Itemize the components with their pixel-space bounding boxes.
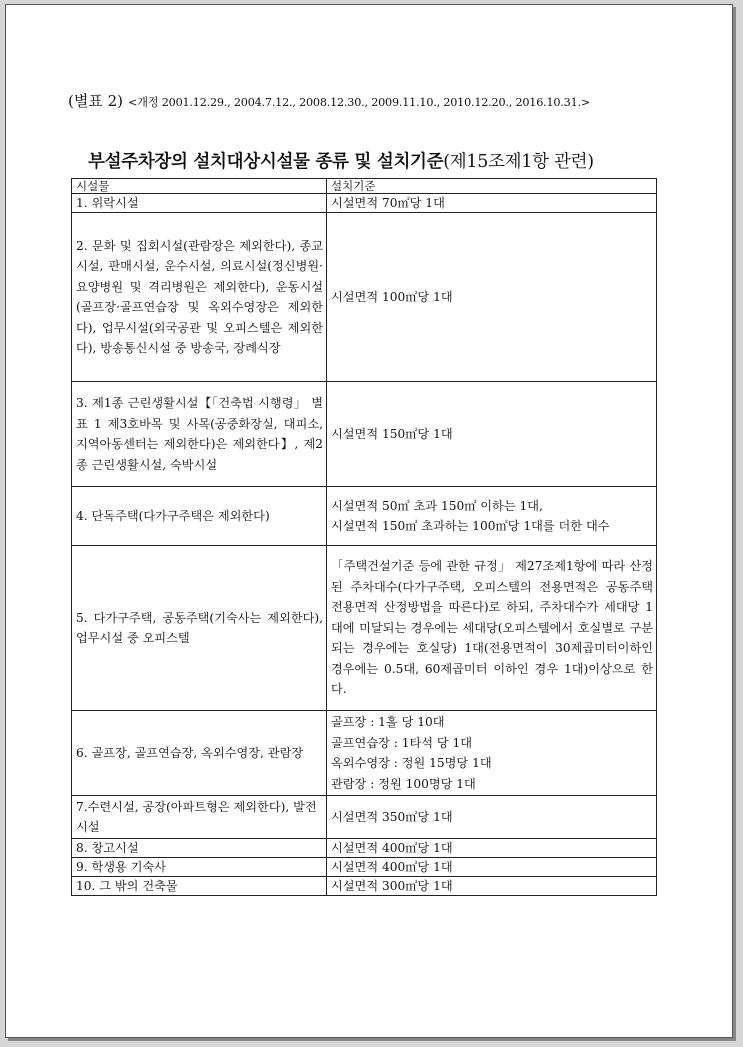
table-row	[72, 796, 657, 839]
table-row	[72, 487, 657, 546]
annex-label: (별표 2)	[68, 92, 123, 110]
facility-cell: 5. 다가구주택, 공동주택(기숙사는 제외한다), 업무시설 중 오피스텔	[72, 546, 327, 711]
table-row	[72, 546, 657, 711]
facility-cell: 1. 위락시설	[72, 194, 327, 213]
table-row	[72, 858, 657, 877]
standard-line: 시설면적 150㎡ 초과하는 100㎡당 1대를 더한 대수	[331, 519, 610, 533]
title-main: 부설주차장의 설치대상시설물 종류 및 설치기준	[88, 152, 444, 172]
standard-line: 골프장 : 1홀 당 10대	[331, 715, 445, 729]
standard-cell: 시설면적 400㎡당 1대	[327, 839, 657, 858]
standard-cell: 「주택건설기준 등에 관한 규정」 제27조제1항에 따라 산정된 주차대수(다가구주택, 오피스텔의 전용면적은 공동주택 전용면적 산정방법을 따른다)로 하되, 주차대수가 세대당 1대에 미달되는 경우에는 세대당(오피스텔에서 호실별로 구분되는 경우에는 호실당) 1대(전용면적이 30제곱미터이하인 경우에는 0.5대, 60제곱미터 이하인 경우 1대)이상으로 한다.	[327, 546, 657, 711]
header-facility: 시설물	[72, 179, 327, 194]
table-row	[72, 877, 657, 896]
standard-line: 시설면적 50㎡ 초과 150㎡ 이하는 1대,	[331, 498, 543, 513]
facility-cell: 6. 골프장, 골프연습장, 옥외수영장, 관람장	[72, 711, 327, 796]
facility-cell: 9. 학생용 기숙사	[72, 858, 327, 877]
standard-cell	[327, 487, 657, 546]
facility-cell: 2. 문화 및 집회시설(관람장은 제외한다), 종교시설, 판매시설, 운수시설, 의료시설(정신병원·요양병원 및 격리병원은 제외한다), 운동시설(골프장·골프연습장 및 옥외수영장은 제외한다), 업무시설(외국공관 및 오피스텔은 제외한다), 방송통신시설 중 방송국, 장례식장	[72, 213, 327, 382]
facility-cell: 3. 제1종 근린생활시설【「건축법 시행령」 별표 1 제3호바목 및 사목(공중화장실, 대피소, 지역아동센터는 제외한다)은 제외한다】, 제2종 근린생활시설, 숙박시설	[72, 382, 327, 487]
table-row	[72, 382, 657, 487]
facility-cell: 7.수련시설, 공장(아파트형은 제외한다), 발전시설	[72, 796, 327, 839]
table-row	[72, 711, 657, 796]
standard-cell: 시설면적 350㎡당 1대	[327, 796, 657, 839]
facility-cell: 10. 그 밖의 건축물	[72, 877, 327, 896]
facility-cell: 4. 단독주택(다가구주택은 제외한다)	[72, 487, 327, 546]
annex-heading	[68, 90, 590, 111]
standard-cell	[327, 711, 657, 796]
standard-line: 옥외수영장 : 정원 15명당 1대	[331, 756, 492, 770]
standard-cell: 시설면적 150㎡당 1대	[327, 382, 657, 487]
header-standard: 설치기준	[327, 179, 657, 194]
standard-line: 관람장 : 정원 100명당 1대	[331, 776, 476, 791]
standard-cell: 시설면적 100㎡당 1대	[327, 213, 657, 382]
table-row	[72, 194, 657, 213]
standards-table	[71, 178, 657, 896]
facility-cell: 8. 창고시설	[72, 839, 327, 858]
revision-history: <개정 2001.12.29., 2004.7.12., 2008.12.30., 2009.11.10., 2010.12.20., 2016.10.31.>	[128, 96, 591, 109]
document-title	[88, 148, 594, 173]
table-row	[72, 213, 657, 382]
table-header-row	[72, 179, 657, 194]
standard-cell: 시설면적 400㎡당 1대	[327, 858, 657, 877]
standard-line: 골프연습장 : 1타석 당 1대	[331, 735, 473, 750]
title-reference: (제15조제1항 관련)	[443, 152, 594, 172]
table-row	[72, 839, 657, 858]
standard-cell: 시설면적 300㎡당 1대	[327, 877, 657, 896]
standard-cell: 시설면적 70㎡당 1대	[327, 194, 657, 213]
